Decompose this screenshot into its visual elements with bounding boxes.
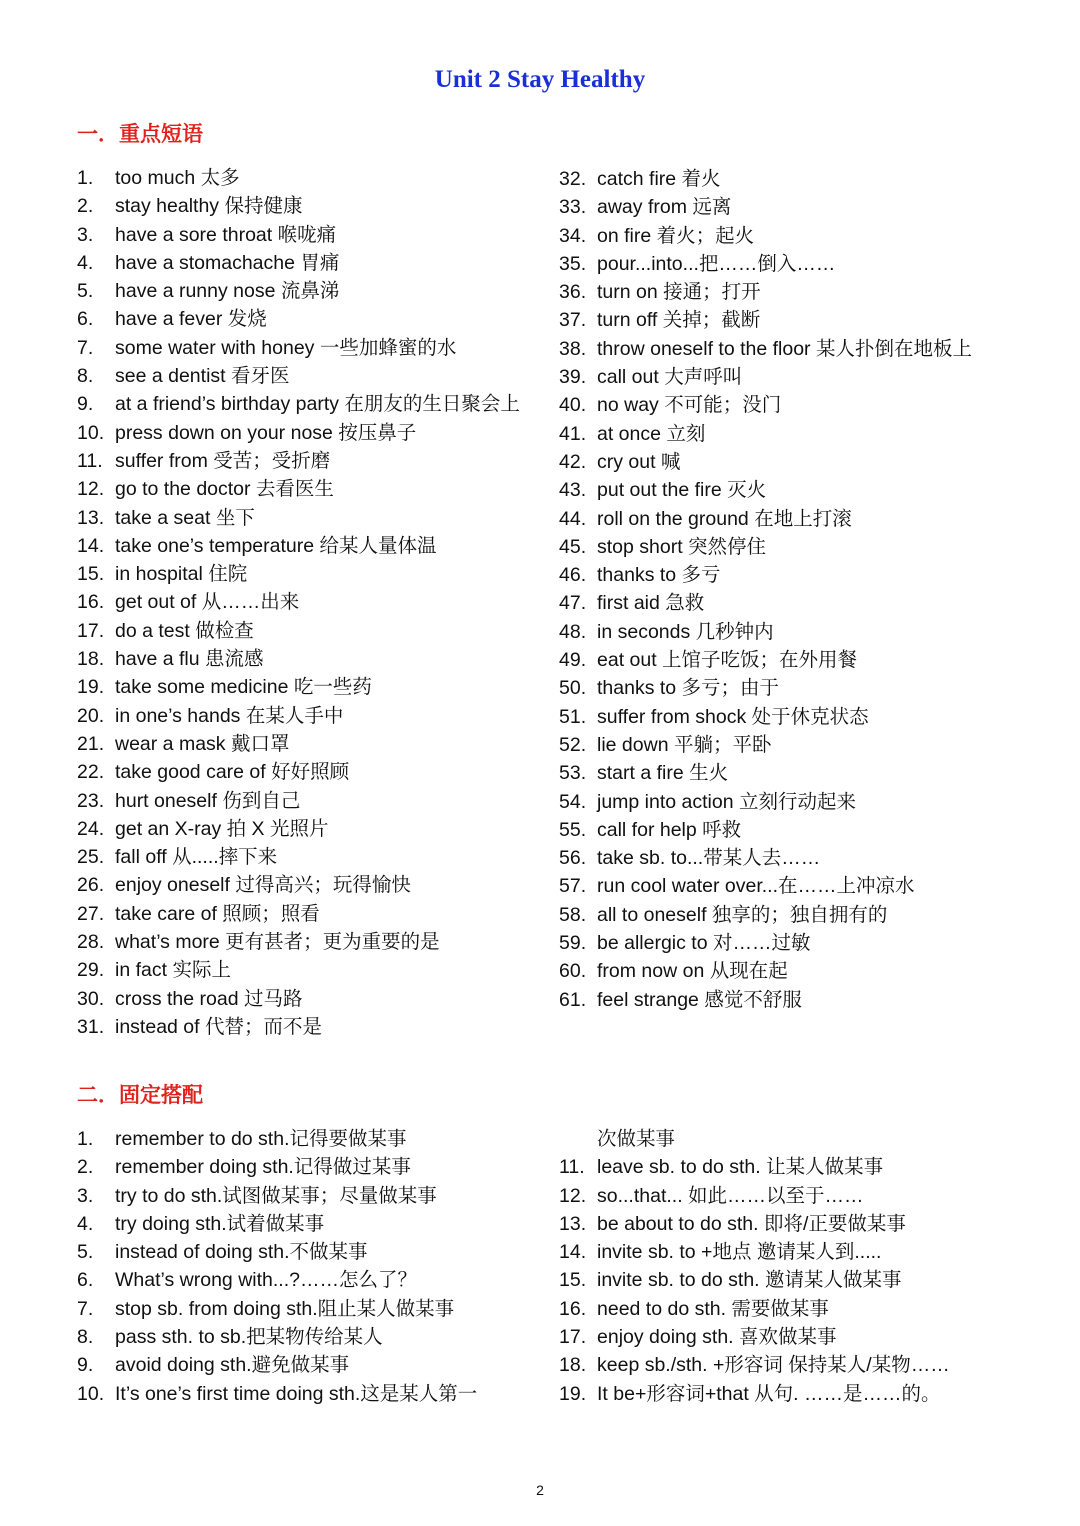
list-item [559,703,1029,731]
item-number: 14. [559,1241,587,1264]
list-item [559,646,1029,674]
list-item [559,788,1029,816]
list-item [77,305,547,333]
item-text: pass sth. to sb.把某物传给某人 [115,1326,383,1349]
item-number: 13. [559,1212,587,1235]
item-text: pour...into...把……倒入…… [597,252,836,275]
item-text: in one’s hands 在某人手中 [115,704,344,727]
list-item [77,560,547,588]
item-number: 10. [77,1382,105,1405]
item-number: 8. [77,365,94,388]
item-text: catch fire 着火 [597,168,721,190]
item-text: remember to do sth.记得要做某事 [115,1128,407,1150]
list-item [77,1125,547,1153]
collocations-right-column [559,1125,1029,1408]
item-number: 57. [559,875,587,898]
list-item [559,1323,1029,1351]
list-item [559,1153,1029,1181]
list-item [559,165,1029,193]
list-item [77,362,547,390]
item-number: 35. [559,252,587,275]
item-number: 31. [77,1015,105,1038]
list-item [77,447,547,475]
item-text: take good care of 好好照顾 [115,761,350,784]
item-number: 40. [559,394,587,417]
item-text: It’s one’s first time doing sth.这是某人第一 [115,1382,478,1405]
item-number: 39. [559,366,587,389]
list-item [77,419,547,447]
list-item [77,1013,547,1041]
list-item [559,957,1029,985]
item-number: 17. [77,619,105,642]
item-text: take sb. to...带某人去…… [597,847,821,870]
item-text: enjoy oneself 过得高兴；玩得愉快 [115,874,411,897]
item-number: 14. [77,534,105,557]
item-number: 34. [559,224,587,247]
item-number: 29. [77,959,105,982]
item-text: what’s more 更有甚者；更为重要的是 [115,931,440,954]
item-text: at once 立刻 [597,422,706,445]
list-item [77,390,547,418]
item-number: 11. [77,449,103,472]
item-text: stop sb. from doing sth.阻止某人做某事 [115,1297,455,1320]
item-text: hurt oneself 伤到自己 [115,789,301,812]
list-item [559,222,1029,250]
item-text: avoid doing sth.避免做某事 [115,1354,350,1377]
list-item [559,1380,1029,1408]
item-text: remember doing sth.记得做过某事 [115,1156,411,1179]
item-text: call out 大声呼叫 [597,366,743,389]
item-text: eat out 上馆子吃饭；在外用餐 [597,649,858,672]
item-number: 33. [559,196,587,219]
item-number: 8. [77,1326,94,1349]
item-text: try to do sth.试图做某事；尽量做某事 [115,1184,437,1207]
list-item [77,928,547,956]
item-number: 4. [77,251,94,274]
list-item [559,391,1029,419]
item-text: in fact 实际上 [115,959,231,982]
item-text: all to oneself 独享的；独自拥有的 [597,903,888,926]
item-text: cry out 喊 [597,450,681,473]
item-text: from now on 从现在起 [597,960,788,983]
item-number: 22. [77,761,105,784]
list-item [77,673,547,701]
item-number: 12. [559,1184,587,1207]
list-item [77,1351,547,1379]
item-text: in seconds 几秒钟内 [597,620,774,643]
item-number: 32. [559,168,587,190]
item-text: stop short 突然停住 [597,535,767,558]
item-number: 5. [77,1241,94,1264]
list-item [77,532,547,560]
item-text: It be+形容词+that 从句. ……是……的。 [597,1382,941,1405]
item-number: 24. [77,817,105,840]
item-number: 9. [77,393,94,416]
list-item [77,221,547,249]
list-item [77,645,547,673]
list-item [559,1295,1029,1323]
item-number: 21. [77,732,105,755]
item-number: 45. [559,535,587,558]
list-item [77,758,547,786]
item-number: 59. [559,932,587,955]
item-number: 60. [559,960,587,983]
item-number: 50. [559,677,587,700]
item-number: 58. [559,903,587,926]
list-item [559,759,1029,787]
item-number: 25. [77,846,105,869]
list-item [559,1182,1029,1210]
list-item [559,1351,1029,1379]
item-text: have a sore throat 喉咙痛 [115,223,337,246]
item-text: so...that... 如此……以至于…… [597,1184,864,1207]
item-number: 49. [559,649,587,672]
list-item [559,476,1029,504]
list-item [559,589,1029,617]
item-number: 10. [77,421,105,444]
item-text: go to the doctor 去看医生 [115,478,334,501]
list-item [77,1210,547,1238]
item-number: 11. [559,1156,585,1179]
list-item [559,1266,1029,1294]
item-text: run cool water over...在……上冲凉水 [597,875,915,898]
item-number: 23. [77,789,105,812]
item-number: 28. [77,931,105,954]
list-item [559,1210,1029,1238]
item-text: 次做某事 [597,1128,676,1150]
item-text: put out the fire 灭火 [597,479,767,502]
item-number: 15. [559,1269,587,1292]
list-item [77,504,547,532]
item-text: some water with honey 一些加蜂蜜的水 [115,336,457,359]
item-number: 41. [559,422,587,445]
item-number: 30. [77,987,105,1010]
item-text: first aid 急救 [597,592,705,615]
list-item [559,929,1029,957]
item-text: roll on the ground 在地上打滚 [597,507,852,530]
item-number: 47. [559,592,587,615]
list-item [559,901,1029,929]
list-item [77,787,547,815]
item-number: 1. [77,1128,94,1150]
item-number: 2. [77,195,94,218]
list-item [77,475,547,503]
item-text: take care of 照顾；照看 [115,902,320,925]
item-text: invite sb. to +地点 邀请某人到..... [597,1241,882,1264]
item-text: too much 太多 [115,167,240,189]
item-number: 61. [559,988,587,1011]
item-number: 19. [559,1382,587,1405]
list-item [559,844,1029,872]
item-text: get out of 从……出来 [115,591,300,614]
list-item [77,815,547,843]
item-text: turn on 接通；打开 [597,281,761,304]
item-number: 3. [77,1184,94,1207]
item-text: call for help 呼救 [597,818,742,841]
item-text: no way 不可能；没门 [597,394,782,417]
item-text: lie down 平躺；平卧 [597,733,772,756]
list-item [77,192,547,220]
page-number: 2 [536,1482,544,1498]
item-number: 15. [77,563,105,586]
item-number: 54. [559,790,587,813]
item-text: thanks to 多亏 [597,564,721,587]
item-text: get an X-ray 拍 X 光照片 [115,817,329,840]
key-phrases-right-column [559,165,1029,1014]
item-text: be allergic to 对……过敏 [597,932,811,955]
item-number: 18. [559,1354,587,1377]
item-text: thanks to 多亏；由于 [597,677,780,700]
item-text: instead of 代替；而不是 [115,1015,322,1038]
item-number: 4. [77,1212,94,1235]
item-number: 48. [559,620,587,643]
collocations-left-column [77,1125,547,1408]
list-item-continuation [559,1125,1029,1153]
item-text: at a friend’s birthday party 在朋友的生日聚会上 [115,393,520,416]
list-item [77,1266,547,1294]
item-text: suffer from shock 处于休克状态 [597,705,869,728]
list-item [77,1182,547,1210]
list-item [559,335,1029,363]
item-number: 42. [559,450,587,473]
item-text: see a dentist 看牙医 [115,365,290,388]
item-number: 2. [77,1156,94,1179]
list-item [77,1380,547,1408]
item-number: 52. [559,733,587,756]
item-text: be about to do sth. 即将/正要做某事 [597,1212,906,1235]
item-number: 12. [77,478,105,501]
item-number: 17. [559,1326,587,1349]
list-item [77,900,547,928]
item-text: press down on your nose 按压鼻子 [115,421,417,444]
item-text: enjoy doing sth. 喜欢做某事 [597,1326,837,1349]
list-item [77,277,547,305]
item-number: 5. [77,280,94,303]
item-number: 20. [77,704,105,727]
list-item [77,249,547,277]
list-item [559,731,1029,759]
item-number: 16. [77,591,105,614]
item-text: try doing sth.试着做某事 [115,1212,325,1235]
list-item [77,588,547,616]
item-text: have a flu 患流感 [115,648,264,671]
item-text: have a fever 发烧 [115,308,267,331]
list-item [77,702,547,730]
item-text: leave sb. to do sth. 让某人做某事 [597,1156,884,1179]
list-item [77,985,547,1013]
item-text: suffer from 受苦；受折磨 [115,449,331,472]
section-heading-fixed-collocations: 二．固定搭配 [77,1084,203,1107]
item-text: have a runny nose 流鼻涕 [115,280,340,303]
item-text: in hospital 住院 [115,563,248,586]
item-number: 36. [559,281,587,304]
list-item [559,363,1029,391]
item-text: feel strange 感觉不舒服 [597,988,802,1011]
key-phrases-left-column [77,164,547,1041]
list-item [77,843,547,871]
list-item [559,505,1029,533]
item-number: 44. [559,507,587,530]
item-text: take some medicine 吃一些药 [115,676,372,699]
item-number: 9. [77,1354,94,1377]
item-number: 43. [559,479,587,502]
list-item [559,674,1029,702]
item-number: 38. [559,337,587,360]
item-number: 46. [559,564,587,587]
list-item [559,420,1029,448]
item-text: instead of doing sth.不做某事 [115,1241,368,1264]
list-item [559,872,1029,900]
list-item [77,871,547,899]
list-item [559,618,1029,646]
item-text: wear a mask 戴口罩 [115,732,290,755]
section-heading-key-phrases: 一．重点短语 [77,123,203,146]
list-item [559,1238,1029,1266]
item-text: invite sb. to do sth. 邀请某人做某事 [597,1269,902,1292]
item-text: What’s wrong with...?……怎么了？ [115,1269,417,1292]
item-number: 6. [77,1269,94,1292]
item-number: 27. [77,902,105,925]
item-number: 18. [77,648,105,671]
list-item [77,164,547,192]
list-item [77,1323,547,1351]
item-number: 55. [559,818,587,841]
list-item [77,956,547,984]
list-item [559,986,1029,1014]
item-text: take a seat 坐下 [115,506,255,529]
item-number: 37. [559,309,587,332]
item-text: stay healthy 保持健康 [115,195,303,218]
item-text: start a fire 生火 [597,762,729,785]
item-number: 6. [77,308,94,331]
list-item [559,561,1029,589]
list-item [77,1153,547,1181]
item-text: jump into action 立刻行动起来 [597,790,856,813]
list-item [559,193,1029,221]
item-text: take one’s temperature 给某人量体温 [115,534,437,557]
list-item [559,533,1029,561]
list-item [559,306,1029,334]
list-item [77,334,547,362]
list-item [77,617,547,645]
item-text: have a stomachache 胃痛 [115,251,340,274]
list-item [559,278,1029,306]
list-item [559,448,1029,476]
item-text: cross the road 过马路 [115,987,303,1010]
item-text: fall off 从.....摔下来 [115,846,278,869]
item-text: away from 远离 [597,196,732,219]
list-item [559,250,1029,278]
list-item [559,816,1029,844]
item-number: 51. [559,705,587,728]
item-number: 53. [559,762,587,785]
item-text: need to do sth. 需要做某事 [597,1297,829,1320]
list-item [77,1295,547,1323]
item-number: 26. [77,874,105,897]
page-title: Unit 2 Stay Healthy [434,66,646,93]
list-item [77,1238,547,1266]
item-number: 3. [77,223,94,246]
item-number: 7. [77,1297,94,1320]
item-number: 56. [559,847,587,870]
item-number: 1. [77,167,94,189]
item-number: 13. [77,506,105,529]
list-item [77,730,547,758]
item-number: 19. [77,676,105,699]
item-text: throw oneself to the floor 某人扑倒在地板上 [597,337,972,360]
item-text: on fire 着火；起火 [597,224,755,247]
item-text: do a test 做检查 [115,619,254,642]
item-number: 7. [77,336,94,359]
item-text: turn off 关掉；截断 [597,309,761,332]
item-number: 16. [559,1297,587,1320]
item-text: keep sb./sth. +形容词 保持某人/某物…… [597,1354,950,1377]
